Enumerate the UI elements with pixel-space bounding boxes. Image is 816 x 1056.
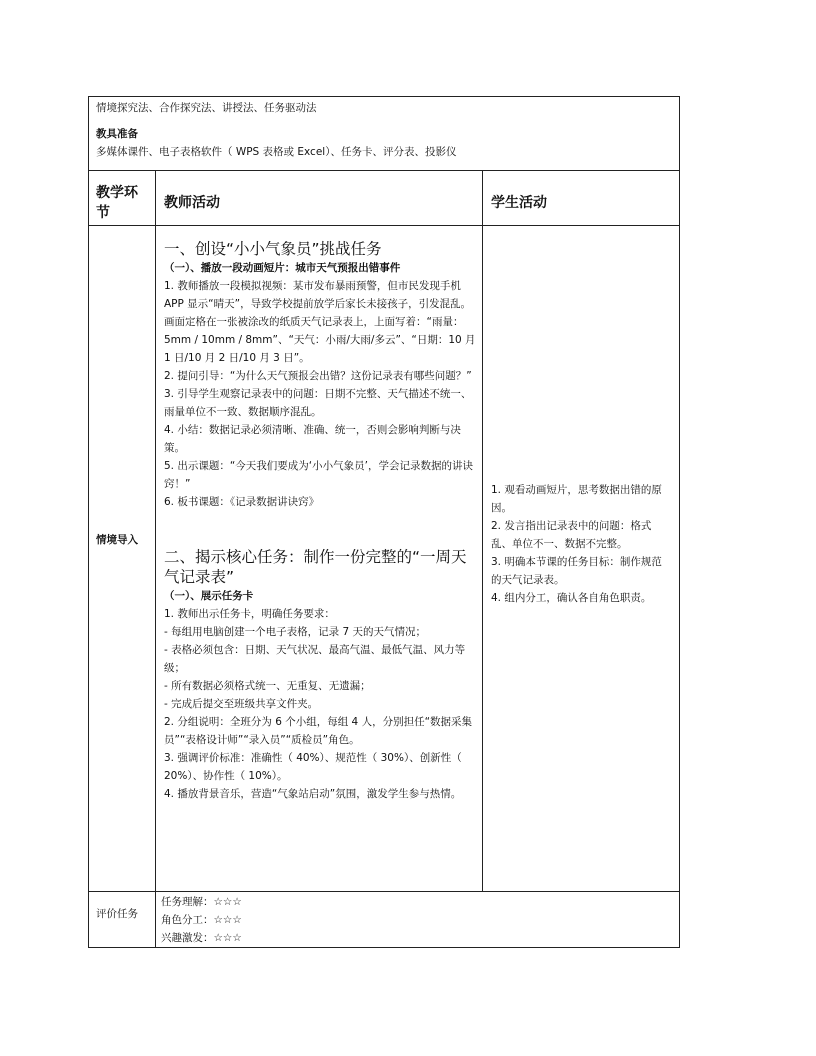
part1-item: 6. 板书课题：《记录数据讲诀窍》 — [164, 496, 320, 508]
tools-heading: 教具准备 — [96, 128, 138, 140]
part1-list — [164, 277, 476, 511]
student-item: 1. 观看动画短片，思考数据出错的原因。 — [491, 484, 662, 514]
part1-item: 4. 小结：数据记录必须清晰、准确、统一，否则会影响判断与决策。 — [164, 424, 461, 454]
evaluation-items — [161, 893, 461, 947]
part2-item: 4. 播放背景音乐，营造“气象站启动”氛围，激发学生参与热情。 — [164, 788, 462, 800]
evaluation-label-text: 评价任务 — [96, 908, 138, 920]
student-list — [491, 481, 671, 607]
teaching-methods: 情境探究法、合作探究法、讲授法、任务驱动法 — [96, 102, 317, 114]
teacher-activity — [164, 239, 476, 803]
part1-subtitle: （一）、播放一段动画短片：城市天气预报出错事件 — [164, 262, 401, 274]
header-teacher-label: 教师活动 — [164, 195, 220, 211]
methods-cell — [96, 99, 676, 161]
part2-list — [164, 605, 476, 803]
stage-label — [96, 531, 144, 549]
evaluation-item — [161, 911, 461, 929]
header-col-student — [491, 193, 547, 213]
header-stage-label: 教学环节 — [96, 185, 138, 221]
part2-item: - 表格必须包含：日期、天气状况、最高气温、最低气温、风力等级； — [164, 644, 466, 674]
evaluation-item — [161, 893, 461, 911]
lesson-plan-table — [88, 96, 680, 948]
tools-list: 多媒体课件、电子表格软件（ WPS 表格或 Excel）、任务卡、评分表、投影仪 — [96, 146, 457, 158]
part1-item: 5. 出示课题：“今天我们要成为‘小小气象员’，学会记录数据的讲诀窍！” — [164, 460, 473, 490]
part2-item: - 完成后提交至班级共享文件夹。 — [164, 698, 319, 710]
header-col-stage — [96, 183, 151, 223]
star-rating[interactable]: ☆☆☆ — [213, 914, 242, 926]
part1-title: 一、创设“小小气象员”挑战任务 — [164, 240, 382, 258]
stage-label-text: 情境导入 — [96, 534, 138, 546]
student-item: 3. 明确本节课的任务目标：制作规范的天气记录表。 — [491, 556, 662, 586]
evaluation-item — [161, 929, 461, 947]
evaluation-list — [161, 893, 461, 947]
part1-item: 3. 引导学生观察记录表中的问题：日期不完整、天气描述不统一、雨量单位不一致、数据顺序混乱。 — [164, 388, 472, 418]
part2-item: 1. 教师出示任务卡，明确任务要求： — [164, 608, 335, 620]
header-student-label: 学生活动 — [491, 195, 547, 211]
part2-item: - 所有数据必须格式统一、无重复、无遗漏； — [164, 680, 371, 692]
part2-title: 二、揭示核心任务：制作一份完整的“一周天气记录表” — [164, 548, 467, 586]
part2-item: 3. 强调评价标准：准确性（ 40%）、规范性（ 30%）、创新性（ 20%）、协作性（ 10%）。 — [164, 752, 462, 782]
part1-item: 2. 提问引导：“为什么天气预报会出错？这份记录表有哪些问题？” — [164, 370, 472, 382]
student-item: 2. 发言指出记录表中的问题：格式乱、单位不一、数据不完整。 — [491, 520, 652, 550]
evaluation-item-name: 兴趣激发： — [161, 932, 214, 944]
evaluation-item-name: 角色分工： — [161, 914, 214, 926]
header-col-teacher — [164, 193, 220, 213]
star-rating[interactable]: ☆☆☆ — [213, 896, 242, 908]
part2-subtitle: （一）、展示任务卡 — [164, 590, 254, 602]
part1-item: 1. 教师播放一段模拟视频：某市发布暴雨预警，但市民发现手机 APP 显示“晴天”，导致学校提前放学后家长未接孩子，引发混乱。画面定格在一张被涂改的纸质天气记录表上，上面写着：“雨量：5mm / 10mm / 8mm”、“天气：小雨/大雨/多云”、“日期：10 月 1 日/10 月 2 日/10 月 3 日”。 — [164, 280, 476, 364]
student-item: 4. 组内分工，确认各自角色职责。 — [491, 592, 652, 604]
evaluation-label — [96, 905, 144, 923]
part2-item: 2. 分组说明：全班分为 6 个小组，每组 4 人，分别担任“数据采集员”“表格设计师”“录入员”“质检员”角色。 — [164, 716, 473, 746]
evaluation-item-name: 任务理解： — [161, 896, 214, 908]
part2-item: - 每组用电脑创建一个电子表格，记录 7 天的天气情况； — [164, 626, 426, 638]
student-activity — [491, 481, 671, 607]
star-rating[interactable]: ☆☆☆ — [213, 932, 242, 944]
